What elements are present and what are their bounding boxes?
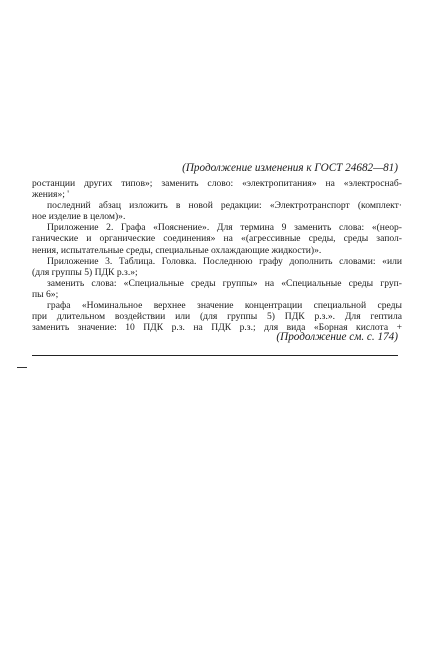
body-line-7: нения, испытательные среды, специальные охлаждающие жидкости)». [32,244,322,256]
horizontal-rule [32,355,398,356]
body-line-9: (для группы 5) ПДК р.з.»; [32,266,138,278]
document-body [32,178,402,333]
body-line-14: заменить значение: 10 ПДК р.з. на ПДК р.з.; для вида «Борная кислота + [32,322,402,334]
body-line-10: заменить слова: «Специальные среды группы» на «Специальные среды груп- [47,277,402,289]
body-line-1: ростанции других типов»; заменить слово: «электропитания» на «электроснаб- [32,178,402,189]
continuation-footer: (Продолжение см. с. 174) [276,331,398,343]
body-line-4: ное изделие в целом)». [32,211,126,223]
body-line-5: Приложение 2. Графа «Пояснение». Для термина 9 заменить слова: «(неор- [47,222,402,234]
body-line-8: Приложение 3. Таблица. Головка. Последнюю графу дополнить словами: «или [47,255,402,267]
body-line-13: при длительном воздействии или (для группы 5) ПДК р.з.». Для гептила [32,311,402,323]
body-line-11: пы 6»; [32,288,59,300]
body-line-12: графа «Номинальное верхнее значение концентрации специальной среды [47,300,402,312]
margin-dash [17,367,27,368]
continuation-header: (Продолжение изменения к ГОСТ 24682—81) [182,162,398,174]
body-line-3: последний абзац изложить в новой редакции: «Электротранспорт (комплект· [47,200,402,212]
body-line-2: жения»; ' [32,189,70,201]
body-line-6: ганические и органические соединения» на «(агрессивные среды, среды запол- [32,233,402,245]
